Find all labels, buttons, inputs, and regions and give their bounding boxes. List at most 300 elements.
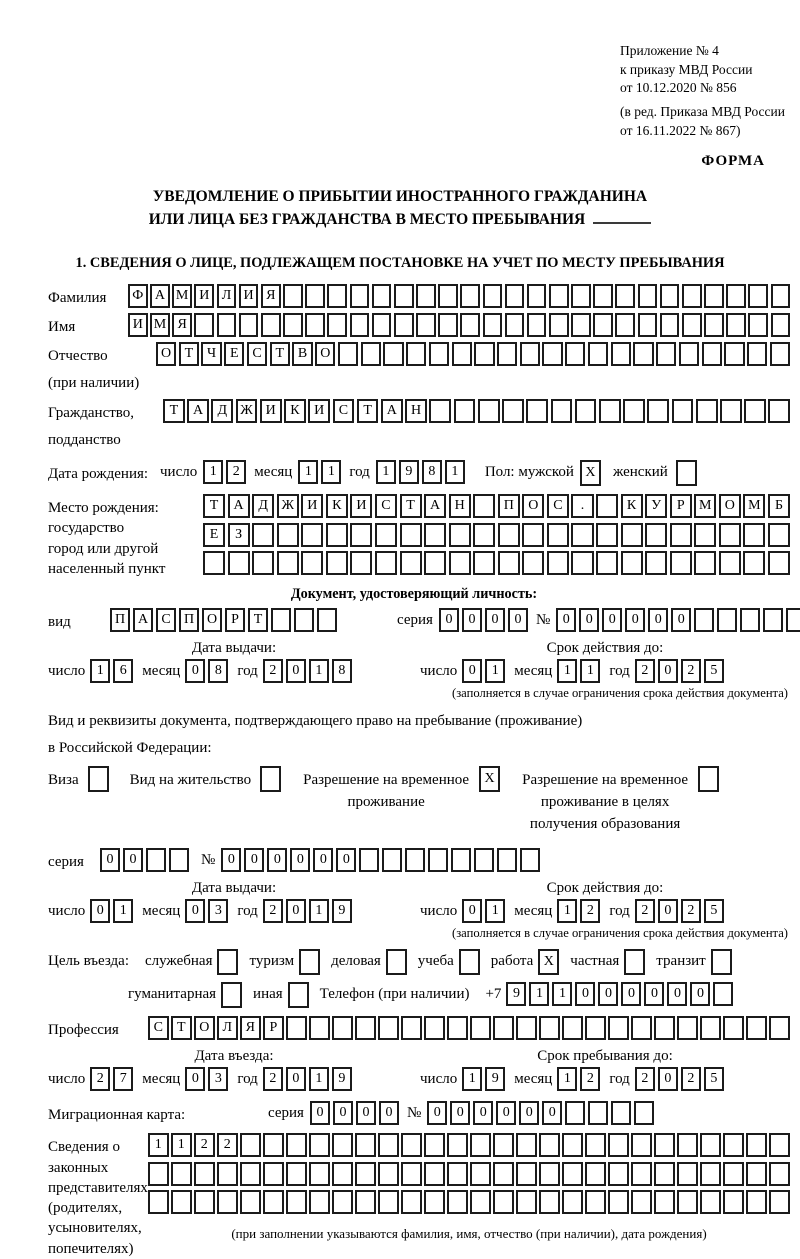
char-cell[interactable] xyxy=(286,1162,307,1186)
char-cell[interactable] xyxy=(551,399,573,423)
char-cell[interactable] xyxy=(361,342,381,366)
char-cell[interactable] xyxy=(332,1190,353,1214)
char-cell[interactable] xyxy=(261,313,281,337)
char-cell[interactable]: Т xyxy=(171,1016,192,1040)
char-cell[interactable]: Ч xyxy=(201,342,221,366)
char-cell[interactable] xyxy=(769,1162,790,1186)
char-cell[interactable]: Д xyxy=(252,494,274,518)
char-cell[interactable]: О xyxy=(202,608,222,632)
char-cell[interactable] xyxy=(700,1133,721,1157)
char-cell[interactable] xyxy=(497,848,517,872)
char-cell[interactable] xyxy=(378,1133,399,1157)
char-cell[interactable] xyxy=(704,284,724,308)
char-cell[interactable] xyxy=(294,608,314,632)
passport-valid-month-cells[interactable] xyxy=(557,659,600,683)
char-cell[interactable]: Т xyxy=(400,494,422,518)
char-cell[interactable] xyxy=(670,551,692,575)
char-cell[interactable] xyxy=(146,848,166,872)
char-cell[interactable] xyxy=(571,284,591,308)
char-cell[interactable]: 0 xyxy=(290,848,310,872)
char-cell[interactable]: 8 xyxy=(422,460,442,484)
char-cell[interactable] xyxy=(608,1016,629,1040)
char-cell[interactable] xyxy=(743,551,765,575)
char-cell[interactable]: И xyxy=(301,494,323,518)
char-cell[interactable] xyxy=(547,551,569,575)
char-cell[interactable]: 7 xyxy=(113,1067,133,1091)
char-cell[interactable] xyxy=(575,399,597,423)
char-cell[interactable]: С xyxy=(547,494,569,518)
char-cell[interactable] xyxy=(539,1133,560,1157)
passport-valid-year-cells[interactable] xyxy=(635,659,724,683)
char-cell[interactable]: 0 xyxy=(427,1101,447,1125)
char-cell[interactable] xyxy=(429,399,451,423)
char-cell[interactable] xyxy=(596,494,618,518)
char-cell[interactable] xyxy=(378,1016,399,1040)
char-cell[interactable]: 0 xyxy=(508,608,528,632)
char-cell[interactable] xyxy=(286,1016,307,1040)
char-cell[interactable] xyxy=(571,313,591,337)
char-cell[interactable] xyxy=(263,1190,284,1214)
char-cell[interactable] xyxy=(593,313,613,337)
char-cell[interactable] xyxy=(726,313,746,337)
entry-month-cells[interactable] xyxy=(185,1067,228,1091)
char-cell[interactable] xyxy=(748,284,768,308)
char-cell[interactable] xyxy=(654,1190,675,1214)
char-cell[interactable]: О xyxy=(719,494,741,518)
char-cell[interactable] xyxy=(498,551,520,575)
char-cell[interactable] xyxy=(148,1190,169,1214)
char-cell[interactable] xyxy=(252,551,274,575)
char-cell[interactable]: Ж xyxy=(277,494,299,518)
passport-valid-day-cells[interactable] xyxy=(462,659,505,683)
char-cell[interactable] xyxy=(700,1016,721,1040)
char-cell[interactable] xyxy=(470,1190,491,1214)
char-cell[interactable]: Т xyxy=(248,608,268,632)
char-cell[interactable] xyxy=(355,1190,376,1214)
char-cell[interactable] xyxy=(726,284,746,308)
char-cell[interactable]: О xyxy=(315,342,335,366)
char-cell[interactable]: 2 xyxy=(580,899,600,923)
char-cell[interactable]: Н xyxy=(449,494,471,518)
char-cell[interactable]: 0 xyxy=(286,659,306,683)
char-cell[interactable] xyxy=(429,342,449,366)
residence-number-cells[interactable] xyxy=(221,848,540,872)
char-cell[interactable] xyxy=(723,1190,744,1214)
char-cell[interactable] xyxy=(498,523,520,547)
char-cell[interactable] xyxy=(677,1190,698,1214)
char-cell[interactable] xyxy=(633,342,653,366)
char-cell[interactable] xyxy=(746,1190,767,1214)
residence-valid-day-cells[interactable] xyxy=(462,899,505,923)
char-cell[interactable]: К xyxy=(284,399,306,423)
char-cell[interactable] xyxy=(562,1016,583,1040)
char-cell[interactable]: И xyxy=(308,399,330,423)
char-cell[interactable]: 0 xyxy=(462,608,482,632)
char-cell[interactable]: Р xyxy=(225,608,245,632)
doc-series-cells[interactable] xyxy=(439,608,528,632)
char-cell[interactable] xyxy=(645,523,667,547)
char-cell[interactable]: У xyxy=(645,494,667,518)
char-cell[interactable] xyxy=(505,284,525,308)
char-cell[interactable]: 0 xyxy=(579,608,599,632)
char-cell[interactable]: 5 xyxy=(704,899,724,923)
char-cell[interactable] xyxy=(645,551,667,575)
char-cell[interactable] xyxy=(305,313,325,337)
residence-series-cells[interactable] xyxy=(100,848,189,872)
char-cell[interactable] xyxy=(271,608,291,632)
char-cell[interactable] xyxy=(405,848,425,872)
temporary-residence-checkbox[interactable]: X xyxy=(479,766,500,792)
char-cell[interactable]: 0 xyxy=(625,608,645,632)
char-cell[interactable]: 0 xyxy=(123,848,143,872)
char-cell[interactable] xyxy=(723,1133,744,1157)
char-cell[interactable]: Я xyxy=(172,313,192,337)
char-cell[interactable] xyxy=(470,1016,491,1040)
char-cell[interactable] xyxy=(326,551,348,575)
char-cell[interactable]: О xyxy=(156,342,176,366)
char-cell[interactable]: 0 xyxy=(658,1067,678,1091)
char-cell[interactable]: 9 xyxy=(332,1067,352,1091)
char-cell[interactable] xyxy=(526,399,548,423)
char-cell[interactable] xyxy=(677,1016,698,1040)
char-cell[interactable] xyxy=(277,523,299,547)
char-cell[interactable] xyxy=(375,523,397,547)
char-cell[interactable] xyxy=(660,284,680,308)
char-cell[interactable]: С xyxy=(247,342,267,366)
option-temporary-residence[interactable] xyxy=(302,766,500,814)
stay-month-cells[interactable] xyxy=(557,1067,600,1091)
char-cell[interactable]: 1 xyxy=(485,659,505,683)
stay-day-cells[interactable] xyxy=(462,1067,505,1091)
char-cell[interactable]: 1 xyxy=(309,899,329,923)
char-cell[interactable] xyxy=(527,313,547,337)
char-cell[interactable] xyxy=(438,284,458,308)
char-cell[interactable]: П xyxy=(179,608,199,632)
char-cell[interactable]: 1 xyxy=(485,899,505,923)
char-cell[interactable] xyxy=(493,1133,514,1157)
char-cell[interactable] xyxy=(638,284,658,308)
char-cell[interactable]: 1 xyxy=(321,460,341,484)
char-cell[interactable] xyxy=(474,342,494,366)
char-cell[interactable] xyxy=(428,848,448,872)
char-cell[interactable] xyxy=(696,399,718,423)
char-cell[interactable]: Т xyxy=(357,399,379,423)
char-cell[interactable] xyxy=(700,1162,721,1186)
char-cell[interactable] xyxy=(596,523,618,547)
char-cell[interactable] xyxy=(332,1016,353,1040)
char-cell[interactable] xyxy=(372,313,392,337)
char-cell[interactable] xyxy=(240,1133,261,1157)
char-cell[interactable] xyxy=(717,608,737,632)
char-cell[interactable]: 0 xyxy=(336,848,356,872)
char-cell[interactable] xyxy=(634,1101,654,1125)
char-cell[interactable]: 2 xyxy=(681,659,701,683)
char-cell[interactable] xyxy=(400,551,422,575)
passport-issue-day-cells[interactable] xyxy=(90,659,133,683)
char-cell[interactable]: Я xyxy=(240,1016,261,1040)
residence-permit-checkbox[interactable] xyxy=(260,766,281,792)
char-cell[interactable] xyxy=(350,284,370,308)
char-cell[interactable] xyxy=(516,1190,537,1214)
char-cell[interactable] xyxy=(746,1133,767,1157)
char-cell[interactable] xyxy=(416,284,436,308)
char-cell[interactable] xyxy=(654,1133,675,1157)
char-cell[interactable] xyxy=(539,1016,560,1040)
char-cell[interactable] xyxy=(228,551,250,575)
char-cell[interactable]: 2 xyxy=(681,899,701,923)
char-cell[interactable]: К xyxy=(326,494,348,518)
birth-place-row3-cells[interactable] xyxy=(203,551,790,575)
char-cell[interactable] xyxy=(239,313,259,337)
char-cell[interactable]: 0 xyxy=(602,608,622,632)
char-cell[interactable]: С xyxy=(333,399,355,423)
char-cell[interactable] xyxy=(382,848,402,872)
char-cell[interactable]: 0 xyxy=(462,899,482,923)
char-cell[interactable] xyxy=(194,1162,215,1186)
char-cell[interactable] xyxy=(615,313,635,337)
doc-number-cells[interactable] xyxy=(556,608,800,632)
char-cell[interactable] xyxy=(694,608,714,632)
char-cell[interactable]: А xyxy=(187,399,209,423)
birth-place-row1-cells[interactable] xyxy=(203,494,790,518)
char-cell[interactable]: С xyxy=(148,1016,169,1040)
char-cell[interactable] xyxy=(516,1162,537,1186)
char-cell[interactable] xyxy=(470,1133,491,1157)
char-cell[interactable]: 8 xyxy=(332,659,352,683)
char-cell[interactable] xyxy=(682,313,702,337)
char-cell[interactable] xyxy=(474,848,494,872)
char-cell[interactable] xyxy=(768,551,790,575)
char-cell[interactable] xyxy=(505,313,525,337)
char-cell[interactable] xyxy=(562,1190,583,1214)
char-cell[interactable]: Д xyxy=(211,399,233,423)
char-cell[interactable] xyxy=(670,523,692,547)
char-cell[interactable]: О xyxy=(194,1016,215,1040)
char-cell[interactable]: Л xyxy=(217,1016,238,1040)
char-cell[interactable] xyxy=(631,1190,652,1214)
char-cell[interactable] xyxy=(148,1162,169,1186)
char-cell[interactable] xyxy=(516,1133,537,1157)
char-cell[interactable] xyxy=(383,342,403,366)
char-cell[interactable] xyxy=(746,1162,767,1186)
char-cell[interactable]: 0 xyxy=(185,1067,205,1091)
char-cell[interactable] xyxy=(283,313,303,337)
char-cell[interactable] xyxy=(305,284,325,308)
legal-reps-row1-cells[interactable] xyxy=(148,1133,790,1157)
char-cell[interactable]: А xyxy=(381,399,403,423)
char-cell[interactable]: 2 xyxy=(263,659,283,683)
char-cell[interactable] xyxy=(447,1162,468,1186)
char-cell[interactable]: 2 xyxy=(635,659,655,683)
char-cell[interactable]: 2 xyxy=(635,899,655,923)
char-cell[interactable]: 1 xyxy=(557,1067,577,1091)
char-cell[interactable] xyxy=(252,523,274,547)
char-cell[interactable] xyxy=(309,1016,330,1040)
char-cell[interactable] xyxy=(621,551,643,575)
char-cell[interactable] xyxy=(240,1162,261,1186)
char-cell[interactable] xyxy=(672,399,694,423)
char-cell[interactable]: 1 xyxy=(113,899,133,923)
char-cell[interactable] xyxy=(263,1162,284,1186)
char-cell[interactable] xyxy=(240,1190,261,1214)
option-temporary-residence-education[interactable] xyxy=(521,766,719,835)
sex-male-checkbox[interactable]: X xyxy=(580,460,601,486)
char-cell[interactable]: 0 xyxy=(575,982,595,1006)
char-cell[interactable] xyxy=(424,1016,445,1040)
char-cell[interactable] xyxy=(277,551,299,575)
char-cell[interactable]: 9 xyxy=(485,1067,505,1091)
char-cell[interactable] xyxy=(571,523,593,547)
char-cell[interactable] xyxy=(332,1162,353,1186)
char-cell[interactable] xyxy=(309,1133,330,1157)
char-cell[interactable] xyxy=(378,1162,399,1186)
char-cell[interactable] xyxy=(473,494,495,518)
char-cell[interactable] xyxy=(286,1133,307,1157)
char-cell[interactable]: С xyxy=(156,608,176,632)
char-cell[interactable] xyxy=(700,1190,721,1214)
char-cell[interactable] xyxy=(473,551,495,575)
char-cell[interactable] xyxy=(611,1101,631,1125)
char-cell[interactable] xyxy=(483,313,503,337)
legal-reps-row2-cells[interactable] xyxy=(148,1162,790,1186)
char-cell[interactable]: 2 xyxy=(263,1067,283,1091)
char-cell[interactable]: И xyxy=(194,284,214,308)
char-cell[interactable] xyxy=(378,1190,399,1214)
char-cell[interactable] xyxy=(438,313,458,337)
char-cell[interactable] xyxy=(516,1016,537,1040)
char-cell[interactable] xyxy=(565,342,585,366)
patronymic-cells[interactable] xyxy=(156,342,790,366)
char-cell[interactable]: И xyxy=(260,399,282,423)
char-cell[interactable]: 0 xyxy=(473,1101,493,1125)
legal-reps-row3-cells[interactable] xyxy=(148,1190,790,1214)
migration-number-cells[interactable] xyxy=(427,1101,654,1125)
char-cell[interactable]: 0 xyxy=(556,608,576,632)
char-cell[interactable] xyxy=(763,608,783,632)
char-cell[interactable] xyxy=(744,399,766,423)
purpose-official-checkbox[interactable] xyxy=(217,949,238,975)
char-cell[interactable] xyxy=(768,399,790,423)
char-cell[interactable]: 0 xyxy=(313,848,333,872)
char-cell[interactable]: 5 xyxy=(704,1067,724,1091)
char-cell[interactable]: 5 xyxy=(704,659,724,683)
char-cell[interactable] xyxy=(171,1190,192,1214)
char-cell[interactable]: Б xyxy=(768,494,790,518)
char-cell[interactable] xyxy=(401,1133,422,1157)
char-cell[interactable] xyxy=(217,313,237,337)
residence-valid-year-cells[interactable] xyxy=(635,899,724,923)
char-cell[interactable]: 1 xyxy=(203,460,223,484)
char-cell[interactable]: Р xyxy=(670,494,692,518)
char-cell[interactable] xyxy=(547,523,569,547)
char-cell[interactable]: Н xyxy=(405,399,427,423)
char-cell[interactable]: С xyxy=(375,494,397,518)
char-cell[interactable] xyxy=(539,1162,560,1186)
char-cell[interactable]: 0 xyxy=(671,608,691,632)
char-cell[interactable]: Е xyxy=(203,523,225,547)
char-cell[interactable] xyxy=(406,342,426,366)
char-cell[interactable] xyxy=(317,608,337,632)
char-cell[interactable] xyxy=(203,551,225,575)
char-cell[interactable] xyxy=(449,551,471,575)
citizenship-cells[interactable] xyxy=(163,399,790,423)
char-cell[interactable]: 2 xyxy=(681,1067,701,1091)
char-cell[interactable] xyxy=(478,399,500,423)
purpose-private-checkbox[interactable] xyxy=(624,949,645,975)
char-cell[interactable] xyxy=(470,1162,491,1186)
char-cell[interactable] xyxy=(309,1190,330,1214)
passport-issue-month-cells[interactable] xyxy=(185,659,228,683)
char-cell[interactable] xyxy=(394,284,414,308)
char-cell[interactable]: 1 xyxy=(309,1067,329,1091)
char-cell[interactable]: 0 xyxy=(185,899,205,923)
char-cell[interactable] xyxy=(454,399,476,423)
char-cell[interactable]: М xyxy=(150,313,170,337)
char-cell[interactable]: Л xyxy=(217,284,237,308)
purpose-humanitarian-checkbox[interactable] xyxy=(221,982,242,1008)
purpose-transit-checkbox[interactable] xyxy=(711,949,732,975)
phone-cells[interactable] xyxy=(506,982,733,1006)
char-cell[interactable] xyxy=(520,848,540,872)
char-cell[interactable]: 0 xyxy=(286,1067,306,1091)
char-cell[interactable]: З xyxy=(228,523,250,547)
char-cell[interactable] xyxy=(372,284,392,308)
char-cell[interactable]: 0 xyxy=(286,899,306,923)
char-cell[interactable] xyxy=(327,284,347,308)
char-cell[interactable] xyxy=(562,1133,583,1157)
char-cell[interactable] xyxy=(447,1133,468,1157)
char-cell[interactable]: 1 xyxy=(552,982,572,1006)
char-cell[interactable] xyxy=(588,1101,608,1125)
char-cell[interactable] xyxy=(771,284,791,308)
char-cell[interactable] xyxy=(424,1162,445,1186)
char-cell[interactable] xyxy=(217,1190,238,1214)
char-cell[interactable] xyxy=(747,342,767,366)
char-cell[interactable] xyxy=(713,982,733,1006)
char-cell[interactable] xyxy=(702,342,722,366)
char-cell[interactable] xyxy=(375,551,397,575)
char-cell[interactable] xyxy=(562,1162,583,1186)
char-cell[interactable]: 9 xyxy=(332,899,352,923)
char-cell[interactable] xyxy=(631,1162,652,1186)
residence-issue-year-cells[interactable] xyxy=(263,899,352,923)
char-cell[interactable]: М xyxy=(743,494,765,518)
char-cell[interactable] xyxy=(769,1133,790,1157)
purpose-work-checkbox[interactable]: X xyxy=(538,949,559,975)
char-cell[interactable] xyxy=(631,1133,652,1157)
char-cell[interactable] xyxy=(522,551,544,575)
char-cell[interactable] xyxy=(473,523,495,547)
char-cell[interactable]: 2 xyxy=(263,899,283,923)
surname-cells[interactable] xyxy=(128,284,790,308)
char-cell[interactable] xyxy=(694,551,716,575)
char-cell[interactable] xyxy=(549,284,569,308)
char-cell[interactable] xyxy=(338,342,358,366)
char-cell[interactable] xyxy=(350,313,370,337)
char-cell[interactable] xyxy=(483,284,503,308)
char-cell[interactable] xyxy=(447,1190,468,1214)
char-cell[interactable] xyxy=(723,1016,744,1040)
char-cell[interactable]: 9 xyxy=(506,982,526,1006)
char-cell[interactable] xyxy=(631,1016,652,1040)
char-cell[interactable]: 1 xyxy=(309,659,329,683)
char-cell[interactable]: 1 xyxy=(171,1133,192,1157)
char-cell[interactable]: М xyxy=(172,284,192,308)
char-cell[interactable]: 0 xyxy=(644,982,664,1006)
char-cell[interactable] xyxy=(596,551,618,575)
char-cell[interactable] xyxy=(394,313,414,337)
char-cell[interactable]: 2 xyxy=(635,1067,655,1091)
